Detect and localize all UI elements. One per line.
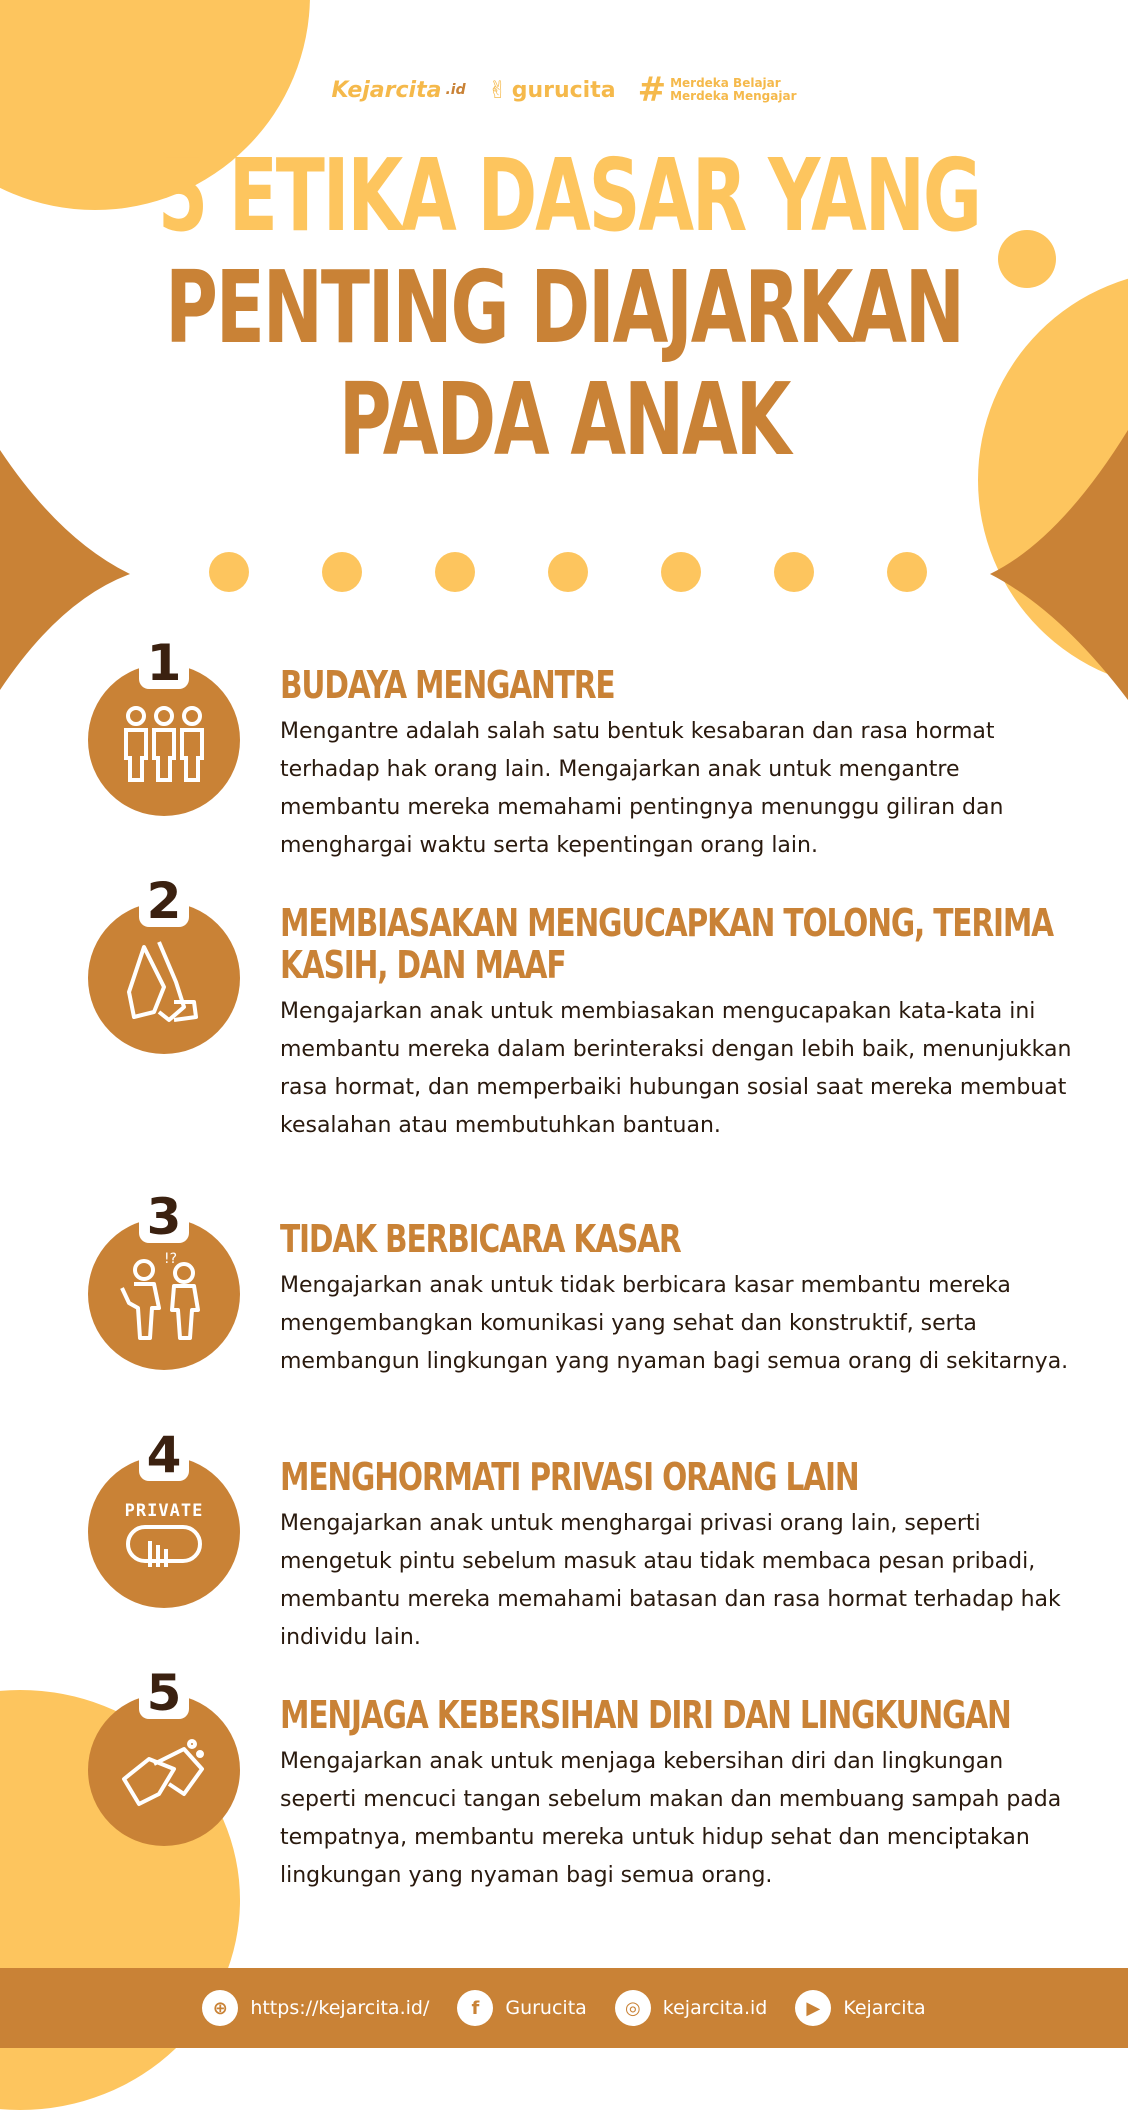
number-badge	[88, 1188, 240, 1370]
item-heading: MENJAGA KEBERSIHAN DIRI DAN LINGKUNGAN	[280, 1693, 1011, 1737]
footer	[0, 1968, 1128, 2048]
tagline-line2: Merdeka Mengajar	[670, 89, 797, 103]
dot	[435, 552, 475, 592]
dot	[774, 552, 814, 592]
item-number: 3	[139, 1191, 190, 1243]
page-title	[0, 137, 1128, 478]
kejarcita-logo-suffix: .id	[445, 82, 466, 98]
arguing-people-icon	[114, 1248, 214, 1348]
dot-row	[209, 552, 927, 592]
item-description: Mengajarkan anak untuk menjaga kebersihan diri dan lingkungan seperti mencuci tangan sebelum makan dan membuang sampah pada tempatnya, membantu mereka untuk hidup sehat dan menciptakan lingkungan yang nyaman bagi semua orang.	[280, 1749, 1062, 1888]
kejarcita-logo	[332, 78, 466, 103]
globe-icon: ⊕	[202, 1990, 238, 2026]
item-description: Mengantre adalah salah satu bentuk kesabaran dan rasa hormat terhadap hak orang lain. Mengajarkan anak untuk mengantre membantu mereka memahami pentingnya menunggu giliran dan menghargai waktu serta kepentingan orang lain.	[280, 719, 1004, 858]
title-line-3: PADA ANAK	[338, 361, 790, 478]
item-heading: BUDAYA MENGANTRE	[280, 663, 615, 707]
website-link[interactable]: https://kejarcita.id/	[250, 1997, 430, 2019]
item-heading: TIDAK BERBICARA KASAR	[280, 1217, 681, 1261]
washing-hands-icon	[114, 1724, 214, 1824]
number-badge	[88, 1426, 240, 1608]
footer-youtube[interactable]	[795, 1990, 925, 2026]
brand-logos	[0, 70, 1128, 110]
hashtag-icon: #	[637, 70, 667, 110]
dot	[322, 552, 362, 592]
number-badge	[88, 1664, 240, 1846]
dot	[548, 552, 588, 592]
merdeka-tagline	[638, 70, 797, 110]
youtube-icon: ▶	[795, 1990, 831, 2026]
private-button-icon	[114, 1486, 214, 1586]
footer-instagram[interactable]	[615, 1990, 768, 2026]
instagram-icon: ◎	[615, 1990, 651, 2026]
kejarcita-logo-text: Kejarcita	[331, 77, 442, 103]
dot	[209, 552, 249, 592]
item-number: 2	[139, 875, 190, 927]
dot	[887, 552, 927, 592]
item-heading: MEMBIASAKAN MENGUCAPKAN TOLONG, TERIMA KASIH, DAN MAAF	[280, 901, 1053, 987]
facebook-icon: f	[457, 1990, 493, 2026]
item-number: 5	[139, 1667, 190, 1719]
svg-text:!?: !?	[164, 1251, 178, 1267]
number-badge	[88, 634, 240, 816]
title-line-1: 5 ETIKA DASAR YANG	[157, 137, 980, 254]
dot	[661, 552, 701, 592]
hand-pointer-icon	[124, 1521, 204, 1571]
item-description: Mengajarkan anak untuk menghargai privasi orang lain, seperti mengetuk pintu sebelum masuk atau tidak membaca pesan pribadi, membantu mereka memahami batasan dan rasa hormat terhadap hak individu lain.	[280, 1511, 1061, 1650]
facebook-link[interactable]: Gurucita	[505, 1997, 587, 2019]
tagline-line1: Merdeka Belajar	[670, 76, 781, 90]
number-badge	[88, 872, 240, 1054]
gurucita-logo	[488, 76, 616, 104]
item-heading: MENGHORMATI PRIVASI ORANG LAIN	[280, 1455, 859, 1499]
youtube-link[interactable]: Kejarcita	[843, 1997, 926, 2019]
people-queue-icon	[114, 694, 214, 794]
item-number: 4	[139, 1429, 190, 1481]
private-label: PRIVATE	[124, 1501, 204, 1521]
item-number: 1	[139, 637, 190, 689]
gurucita-mark-icon: ✌	[487, 76, 508, 104]
title-line-2: PENTING DIAJARKAN	[165, 249, 963, 366]
gurucita-logo-text: gurucita	[511, 77, 616, 103]
praying-hands-icon	[114, 932, 214, 1032]
item-description: Mengajarkan anak untuk tidak berbicara kasar membantu mereka mengembangkan komunikasi yang sehat dan konstruktif, serta membangun lingkungan yang nyaman bagi semua orang di sekitarnya.	[280, 1273, 1069, 1374]
instagram-link[interactable]: kejarcita.id	[662, 1997, 768, 2019]
footer-website[interactable]	[202, 1990, 429, 2026]
footer-facebook[interactable]	[457, 1990, 586, 2026]
item-description: Mengajarkan anak untuk membiasakan mengucapakan kata-kata ini membantu mereka dalam berinteraksi dengan lebih baik, menunjukkan rasa hormat, dan memperbaiki hubungan sosial saat mereka membuat kesalahan atau membutuhkan bantuan.	[280, 999, 1072, 1138]
